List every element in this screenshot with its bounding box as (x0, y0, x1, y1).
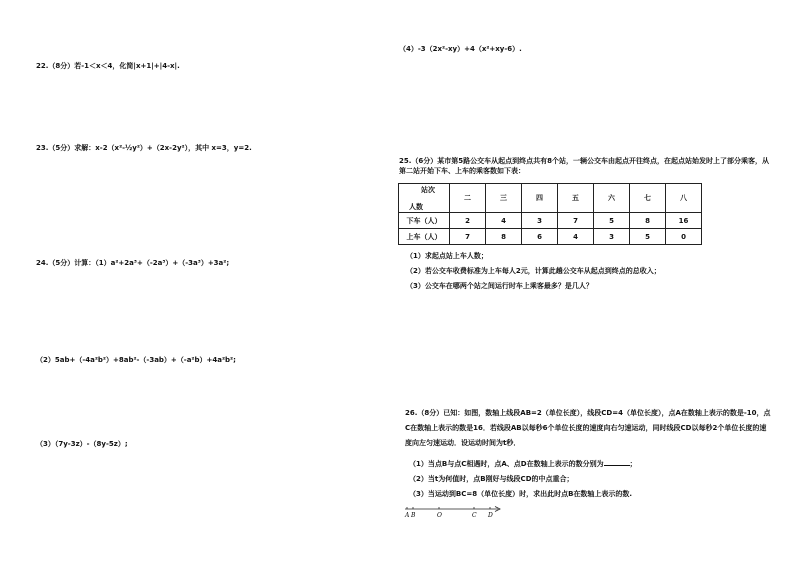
question-22: 22.（8分）若-1＜x＜4，化简|x+1|+|4-x|. (36, 62, 180, 70)
question-24-part4: （4）-3（2x²-xy）+4（x²+xy-6）. (399, 45, 522, 53)
table-cell: 7 (558, 213, 594, 229)
question-26-part1 (409, 458, 637, 469)
row-label: 上车（人） (399, 229, 450, 245)
table-header-row (399, 184, 702, 213)
label-c: C (472, 512, 477, 519)
label-d: D (488, 512, 493, 519)
table-cell: 2 (450, 213, 486, 229)
question-24-part2: （2）5ab+（-4a²b²）+8ab²-（-3ab）+（-a²b）+4a²b²; (36, 356, 236, 364)
question-25-part1: （1）求起点站上车人数； (406, 252, 488, 260)
table-corner-header (399, 184, 450, 213)
station-header: 三 (486, 184, 522, 213)
label-o: O (437, 512, 442, 519)
question-26-part3: （3）当运动到BC=8（单位长度）时，求出此时点B在数轴上表示的数. (409, 490, 633, 498)
answer-blank[interactable] (604, 458, 630, 466)
station-header: 八 (666, 184, 702, 213)
row-label: 下车（人） (399, 213, 450, 229)
number-line-diagram (404, 503, 504, 519)
table-cell: 6 (522, 229, 558, 245)
table-cell: 16 (666, 213, 702, 229)
question-23: 23.（5分）求解：x-2（x²-½y²）+（2x-2y²），其中 x=3，y=2. (36, 144, 252, 152)
station-header: 五 (558, 184, 594, 213)
table-cell: 0 (666, 229, 702, 245)
question-25-part2: （2）若公交车收费标准为上车每人2元，计算此趟公交车从起点到终点的总收入； (406, 267, 661, 275)
question-26-part1-text: （1）当点B与点C相遇时，点A、点D在数轴上表示的数分别为 (409, 460, 604, 468)
question-25-part3: （3）公交车在哪两个站之间运行时车上乘客最多？是几人？ (406, 282, 593, 290)
question-24-part3: （3）（7y-3z）-（8y-5z）; (36, 440, 128, 448)
table-cell: 3 (594, 229, 630, 245)
table-cell: 8 (486, 229, 522, 245)
station-header: 七 (630, 184, 666, 213)
table-cell: 3 (522, 213, 558, 229)
corner-people-label: 人数 (409, 203, 423, 211)
table-cell: 8 (630, 213, 666, 229)
question-26-part2: （2）当t为何值时，点B刚好与线段CD的中点重合； (409, 475, 574, 483)
table-cell: 5 (630, 229, 666, 245)
question-26-intro: 26.（8分）已知：如图，数轴上线段AB=2（单位长度），线段CD=4（单位长度），点A在数轴上表示的数是-10，点C在数轴上表示的数是16．若线段AB以每秒6个单位长度的速度向右匀速运动，同时线段CD以每秒2个单位长度的速度向左匀速运动．设运动时间为t秒． (405, 409, 771, 447)
table-cell: 5 (594, 213, 630, 229)
label-b: B (411, 512, 416, 519)
station-header: 二 (450, 184, 486, 213)
corner-station-label: 站次 (421, 186, 435, 194)
station-header: 六 (594, 184, 630, 213)
station-header: 四 (522, 184, 558, 213)
table-cell: 4 (486, 213, 522, 229)
question-24-part1: 24.（5分）计算：（1）a²+2a³+（-2a³）+（-3a³）+3a²; (36, 259, 230, 267)
question-25-intro: 25.（6分）某市第5路公交车从起点到终点共有8个站，一辆公交车由起点开往终点，在起点站始发时上了部分乘客，从第二站开始下车、上车的乘客数如下表： (399, 157, 770, 175)
table-row (399, 213, 702, 229)
table-cell: 4 (558, 229, 594, 245)
question-26-part1-end: ； (629, 460, 637, 468)
passenger-table (398, 183, 702, 245)
table-row (399, 229, 702, 245)
table-cell: 7 (450, 229, 486, 245)
label-a: A (405, 512, 410, 519)
